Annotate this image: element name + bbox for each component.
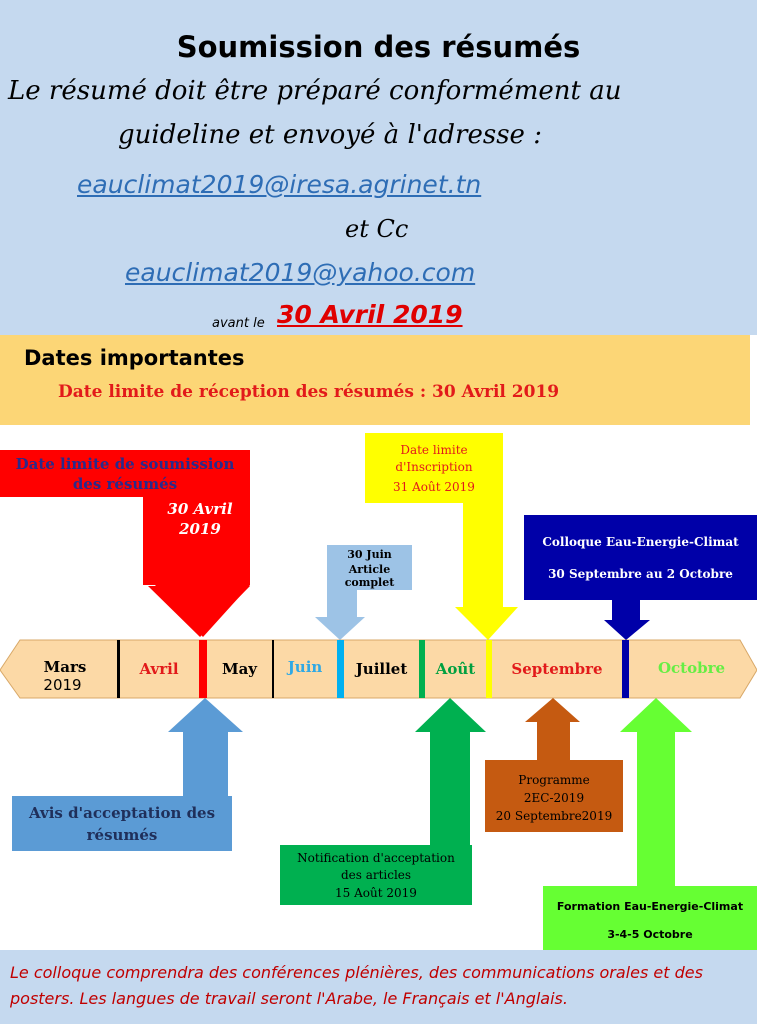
programme-line-2: 2EC-2019 bbox=[523, 791, 585, 805]
formation-line-1: Formation Eau-Energie-Climat bbox=[556, 900, 744, 913]
soumission-line-1: Date limite de soumission bbox=[15, 455, 235, 473]
month-juillet: Juillet bbox=[355, 660, 408, 678]
month-year: 2019 bbox=[43, 676, 82, 694]
acceptation-line-1: Avis d'acceptation des bbox=[28, 804, 216, 822]
month-juin: Juin bbox=[287, 658, 323, 676]
formation-arrow bbox=[620, 698, 692, 888]
soumission-line-3: 30 Avril bbox=[167, 500, 233, 518]
instruction-line-2: guideline et envoyé à l'adresse : bbox=[118, 120, 542, 150]
soumission-line-2: des résumés bbox=[72, 475, 178, 493]
notification-line-1: Notification d'acceptation bbox=[297, 851, 455, 865]
dates-deadline-line: Date limite de réception des résumés : 30 Avril 2019 bbox=[58, 382, 560, 402]
separator-sept-navy bbox=[622, 640, 629, 698]
deadline-date: 30 Avril 2019 bbox=[277, 300, 463, 329]
month-avril: Avril bbox=[139, 660, 179, 678]
acceptation-line-2: résumés bbox=[86, 826, 158, 844]
dates-title: Dates importantes bbox=[24, 346, 245, 370]
colloque-arrow bbox=[604, 620, 650, 640]
notification-line-3: 15 Août 2019 bbox=[335, 886, 417, 900]
month-aout: Août bbox=[435, 660, 476, 678]
programme-line-1: Programme bbox=[518, 773, 590, 787]
juin-line-2: Article complet bbox=[344, 563, 395, 589]
separator-avril-red bbox=[199, 640, 207, 698]
programme-arrow bbox=[525, 698, 580, 762]
programme-line-3: 20 Septembre2019 bbox=[495, 809, 613, 823]
notification-line-2: des articles bbox=[340, 868, 412, 882]
inscription-line-1: Date limite bbox=[400, 443, 468, 457]
colloque-line-1: Colloque Eau-Energie-Climat bbox=[542, 535, 739, 549]
avant-label: avant le bbox=[212, 316, 265, 331]
soumission-line-4: 2019 bbox=[179, 520, 221, 538]
inscription-line-2: d'Inscription bbox=[395, 460, 473, 474]
cc-label: et Cc bbox=[345, 215, 409, 243]
notification-arrow bbox=[415, 698, 486, 850]
colloque-box bbox=[524, 515, 757, 600]
email-link-yahoo[interactable]: eauclimat2019@yahoo.com bbox=[125, 258, 476, 287]
juin-arrow bbox=[315, 617, 365, 640]
instruction-line-1: Le résumé doit être préparé conformément au bbox=[8, 76, 622, 106]
footer-text: Le colloque comprendra des conférences plénières, des communications orales et des posters. Les langues de travail seront l'Arabe, le Français et l'Anglais. bbox=[10, 963, 703, 1008]
formation-line-2: 3-4-5 Octobre bbox=[607, 928, 693, 941]
month-mars: Mars bbox=[43, 658, 87, 676]
month-septembre: Septembre bbox=[511, 660, 603, 678]
email-link-iresa[interactable]: eauclimat2019@iresa.agrinet.tn bbox=[77, 170, 482, 199]
colloque-line-2: 30 Septembre au 2 Octobre bbox=[548, 567, 733, 581]
separator-juin-blue bbox=[337, 640, 344, 698]
month-octobre: Octobre bbox=[657, 659, 726, 677]
inscription-arrow bbox=[455, 607, 518, 640]
juin-line-1: 30 Juin bbox=[347, 548, 392, 561]
acceptation-arrow bbox=[168, 698, 243, 800]
page-title: Soumission des résumés bbox=[176, 30, 581, 64]
inscription-line-3: 31 Août 2019 bbox=[393, 480, 475, 494]
month-may: May bbox=[221, 660, 258, 678]
